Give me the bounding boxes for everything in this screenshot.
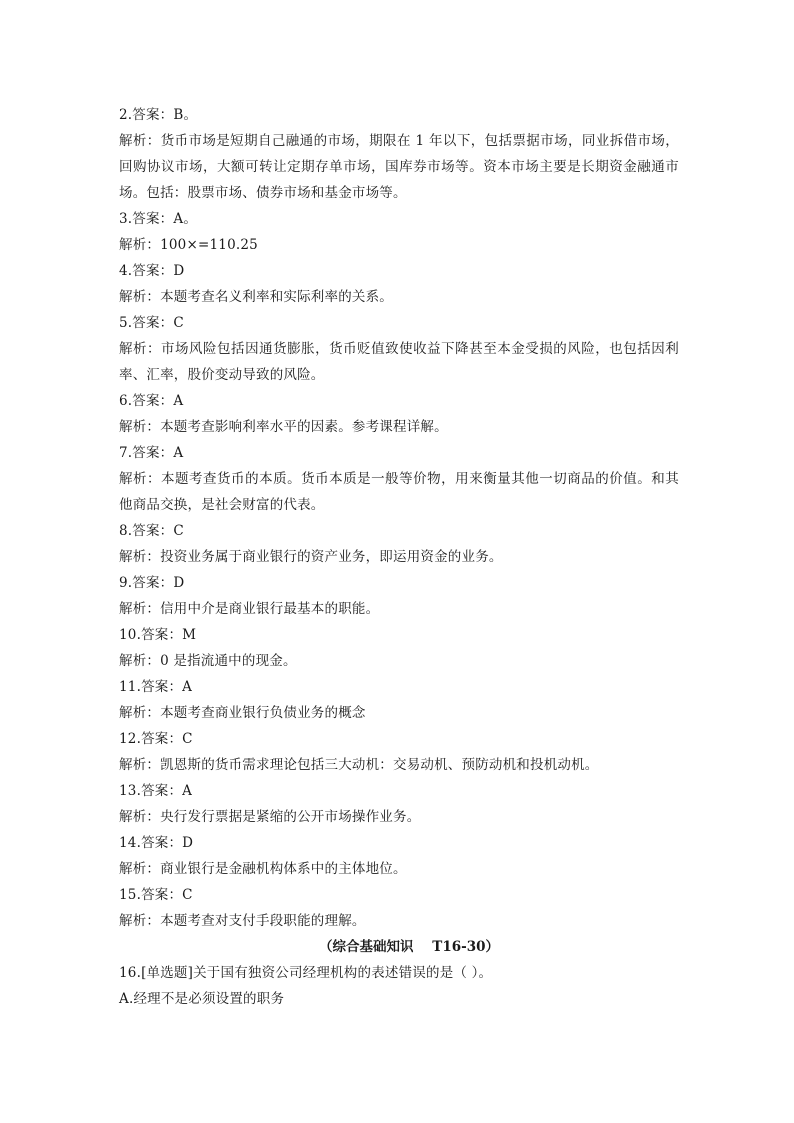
answer-item	[119, 570, 679, 622]
analysis-text: 解析：本题考查货币的本质。货币本质是一般等价物，用来衡量其他一切商品的价值。和其他商品交换，是社会财富的代表。	[119, 471, 679, 513]
analysis-text: 解析：信用中介是商业银行最基本的职能。	[119, 601, 380, 617]
answer-item	[119, 622, 679, 674]
answer-line: 4.答案：D	[119, 263, 185, 279]
analysis-text: 解析：本题考查商业银行负债业务的概念	[119, 705, 366, 721]
answer-line: 10.答案：M	[119, 627, 197, 643]
analysis-text: 解析：本题考查对支付手段职能的理解。	[119, 913, 366, 929]
answer-item	[119, 388, 679, 440]
answer-line: 9.答案：D	[119, 575, 185, 591]
analysis-text: 解析：市场风险包括因通货膨胀，货币贬值致使收益下降甚至本金受损的风险，也包括因利率、汇率，股价变动导致的风险。	[119, 341, 679, 383]
answer-line: 3.答案：A。	[119, 211, 198, 227]
answer-item	[119, 258, 679, 310]
analysis-text: 解析：本题考查影响利率水平的因素。参考课程详解。	[119, 419, 448, 435]
analysis-text: 解析：0 是指流通中的现金。	[119, 653, 297, 669]
question-text: 16.[单选题]关于国有独资公司经理机构的表述错误的是（ ）。	[119, 965, 493, 981]
analysis-text: 解析：本题考查名义利率和实际利率的关系。	[119, 289, 393, 305]
analysis-text: 解析：商业银行是金融机构体系中的主体地位。	[119, 861, 407, 877]
section-heading: （综合基础知识 T16-30）	[318, 939, 500, 955]
answer-item	[119, 882, 679, 934]
analysis-text: 解析：100×=110.25	[119, 237, 258, 253]
answer-key	[119, 102, 679, 1012]
answer-item	[119, 830, 679, 882]
answer-line: 11.答案：A	[119, 679, 193, 695]
question-option: A.经理不是必须设置的职务	[119, 991, 285, 1007]
answer-line: 5.答案：C	[119, 315, 184, 331]
answer-line: 14.答案：D	[119, 835, 194, 851]
answer-line: 8.答案：C	[119, 523, 184, 539]
analysis-text: 解析：货币市场是短期自己融通的市场，期限在 1 年以下，包括票据市场，同业拆借市场，回购协议市场，大额可转让定期存单市场，国库券市场等。资本市场主要是长期资金融通市场。包括：股票市场、债券市场和基金市场等。	[119, 133, 679, 201]
analysis-text: 解析：央行发行票据是紧缩的公开市场操作业务。	[119, 809, 421, 825]
answer-line: 15.答案：C	[119, 887, 193, 903]
answer-item	[119, 778, 679, 830]
answer-item	[119, 440, 679, 518]
answer-item	[119, 726, 679, 778]
analysis-text: 解析：凯恩斯的货币需求理论包括三大动机：交易动机、预防动机和投机动机。	[119, 757, 599, 773]
answer-item	[119, 206, 679, 258]
answer-line: 13.答案：A	[119, 783, 193, 799]
answer-line: 2.答案：B。	[119, 107, 198, 123]
answer-item	[119, 102, 679, 206]
answer-item	[119, 310, 679, 388]
answer-line: 7.答案：A	[119, 445, 184, 461]
answer-item	[119, 518, 679, 570]
answer-item	[119, 674, 679, 726]
answer-line: 6.答案：A	[119, 393, 184, 409]
analysis-text: 解析：投资业务属于商业银行的资产业务，即运用资金的业务。	[119, 549, 503, 565]
answer-line: 12.答案：C	[119, 731, 193, 747]
